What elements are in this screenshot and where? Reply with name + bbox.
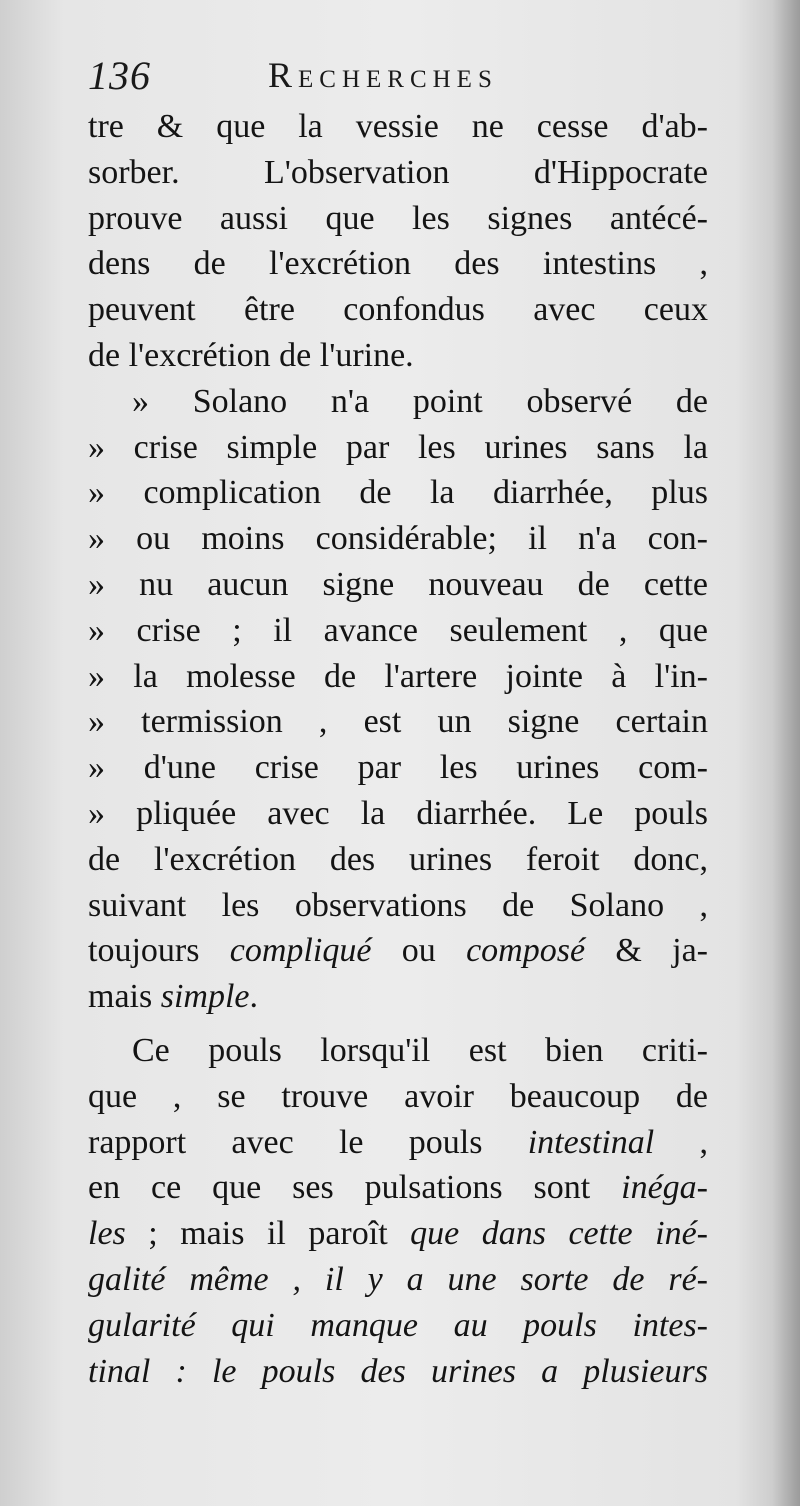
text-line: » nu aucun signe nouveau de cette [88, 565, 708, 603]
text-line [88, 1120, 708, 1166]
text-line [88, 1165, 708, 1211]
italic-run: les [88, 1215, 126, 1253]
text-line: peuvent être confondus avec ceux [88, 291, 708, 329]
text-line: que , se trouve avoir beaucoup de [88, 1077, 708, 1115]
italic-run: que dans cette iné- [410, 1215, 708, 1253]
text-line: gularité qui manque au pouls intes- [88, 1306, 708, 1344]
text-line: » crise ; il avance seulement , que [88, 611, 708, 649]
text-run: toujours [88, 932, 230, 970]
text-run: . [249, 978, 258, 1016]
text-line: tinal : le pouls des urines a plusieurs [88, 1352, 708, 1390]
text-line: suivant les observations de Solano , [88, 886, 708, 924]
text-line [88, 1211, 708, 1257]
text-line: » la molesse de l'artere jointe à l'in- [88, 657, 708, 695]
running-head: Recherches [268, 55, 498, 95]
text-run: en ce que ses pulsations sont [88, 1169, 622, 1207]
italic-run: simple [160, 978, 250, 1016]
page-header [88, 52, 708, 102]
italic-run: intestinal [527, 1123, 655, 1161]
text-run: ; mais il paroît [125, 1215, 411, 1253]
text-line: » termission , est un signe certain [88, 703, 708, 741]
text-line: de l'excrétion de l'urine. [88, 336, 414, 374]
text-line: » ou moins considérable; il n'a con- [88, 520, 708, 558]
text-line: » crise simple par les urines sans la [88, 428, 708, 466]
italic-run: compliqué [229, 932, 372, 970]
text-line: de l'excrétion des urines feroit donc, [88, 840, 708, 878]
text-run: , [654, 1123, 708, 1161]
text-line: » complication de la diarrhée, plus [88, 474, 708, 512]
text-line [88, 928, 708, 974]
body-text [88, 104, 708, 1394]
italic-run: inéga- [621, 1169, 708, 1207]
text-line: tre & que la vessie ne cesse d'ab- [88, 108, 708, 145]
text-line [88, 974, 708, 1020]
text-line: » pliquée avec la diarrhée. Le pouls [88, 794, 708, 832]
paragraph-gap [88, 1020, 708, 1028]
page-edge-shadow [772, 0, 800, 1506]
text-run: mais [88, 978, 161, 1016]
text-line: sorber. L'observation d'Hippocrate [88, 153, 708, 191]
text-line: Ce pouls lorsqu'il est bien criti- [132, 1031, 708, 1069]
text-line: » Solano n'a point observé de [132, 382, 708, 420]
text-run: ou [371, 932, 467, 970]
page-number: 136 [88, 53, 151, 98]
text-line: galité même , il y a une sorte de ré- [88, 1260, 708, 1298]
text-run: rapport avec le pouls [88, 1123, 528, 1161]
text-line: » d'une crise par les urines com- [88, 749, 708, 787]
text-line: prouve aussi que les signes antécé- [88, 199, 708, 237]
text-line: dens de l'excrétion des intestins , [88, 245, 708, 283]
italic-run: composé [466, 932, 586, 970]
text-run: & ja- [585, 932, 708, 970]
